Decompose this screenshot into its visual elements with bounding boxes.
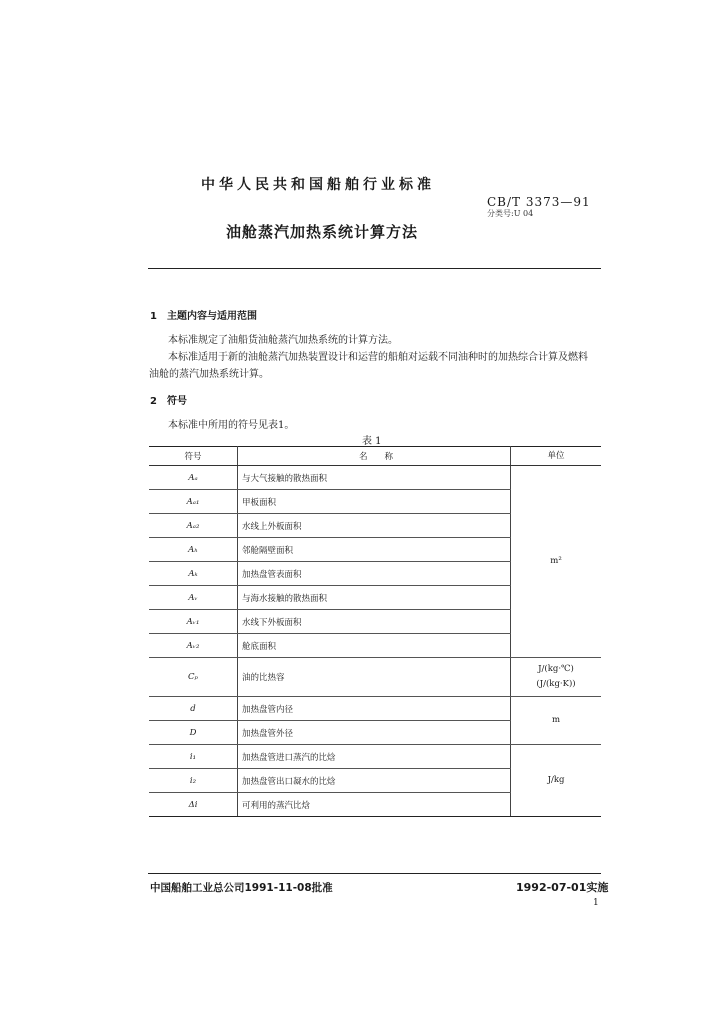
footer-rule: [148, 873, 601, 874]
page-number: 1: [593, 898, 599, 908]
row-name: 加热盘管出口凝水的比焓: [238, 769, 511, 793]
section-2-paragraph-1: 本标准中所用的符号见表1。: [168, 420, 295, 431]
row-symbol: Aᵥ₂: [149, 634, 238, 658]
row-symbol: Aᵥ: [149, 586, 238, 610]
section-1-paragraph-3: 油舱的蒸汽加热系统计算。: [149, 369, 269, 380]
unit-heat-capacity: [511, 658, 602, 697]
row-symbol: i₁: [149, 745, 238, 769]
row-name: 邻舱隔壁面积: [238, 538, 511, 562]
header-symbol: 符号: [149, 447, 238, 466]
symbol-table: [149, 446, 601, 817]
table-row: [149, 658, 601, 697]
header-unit: 单位: [511, 447, 602, 466]
section-2-heading: 2 符号: [150, 396, 187, 407]
row-name: 舱底面积: [238, 634, 511, 658]
unit-length: [511, 697, 602, 745]
table-caption: 表 1: [362, 436, 382, 447]
row-symbol: d: [149, 697, 238, 721]
row-symbol: Aₐ₂: [149, 514, 238, 538]
row-name: 可利用的蒸汽比焓: [238, 793, 511, 817]
standard-code: CB/T 3373—91: [487, 195, 591, 209]
row-symbol: Aₐ₁: [149, 490, 238, 514]
row-symbol: Aₕ: [149, 538, 238, 562]
row-name: 加热盘管内径: [238, 697, 511, 721]
row-name: 甲板面积: [238, 490, 511, 514]
unit-enthalpy-text: J/kg: [547, 775, 565, 785]
approval-note: 中国船舶工业总公司1991-11-08批准: [150, 882, 333, 894]
row-symbol: Cₚ: [149, 658, 238, 697]
row-name: 油的比热容: [238, 658, 511, 697]
row-name: 与海水接触的散热面积: [238, 586, 511, 610]
unit-heat-capacity-1: J/(kg·℃): [538, 664, 574, 674]
unit-area-text: m²: [550, 556, 562, 566]
table-header-row: [149, 447, 601, 466]
row-symbol: Aₖ: [149, 562, 238, 586]
unit-heat-capacity-2: (J/(kg·K)): [536, 679, 576, 689]
row-name: 与大气接触的散热面积: [238, 466, 511, 490]
unit-length-text: m: [551, 715, 561, 725]
table-row: [149, 697, 601, 721]
unit-enthalpy: [511, 745, 602, 817]
row-symbol: Δi: [149, 793, 238, 817]
implementation-date: 1992-07-01实施: [516, 881, 609, 894]
row-name: 加热盘管表面积: [238, 562, 511, 586]
row-symbol: i₂: [149, 769, 238, 793]
row-symbol: Aᵥ₁: [149, 610, 238, 634]
row-symbol: D: [149, 721, 238, 745]
header-rule: [148, 268, 601, 269]
row-name: 水线上外板面积: [238, 514, 511, 538]
header-name: 名 称: [238, 447, 511, 466]
document-title: 油舱蒸汽加热系统计算方法: [226, 223, 419, 241]
section-1-paragraph-2: 本标准适用于新的油舱蒸汽加热装置设计和运营的船舶对运载不同油种时的加热综合计算及燃料: [168, 352, 588, 363]
org-title: 中华人民共和国船舶行业标准: [201, 177, 435, 193]
row-symbol: Aₐ: [149, 466, 238, 490]
table-row: [149, 466, 601, 490]
section-1-paragraph-1: 本标准规定了油船货油舱蒸汽加热系统的计算方法。: [168, 335, 398, 346]
section-1-heading: 1 主题内容与适用范围: [150, 311, 257, 322]
row-name: 水线下外板面积: [238, 610, 511, 634]
table-row: [149, 745, 601, 769]
row-name: 加热盘管外径: [238, 721, 511, 745]
row-name: 加热盘管进口蒸汽的比焓: [238, 745, 511, 769]
unit-area: [511, 466, 602, 658]
classification-number: 分类号:U 04: [487, 209, 534, 218]
